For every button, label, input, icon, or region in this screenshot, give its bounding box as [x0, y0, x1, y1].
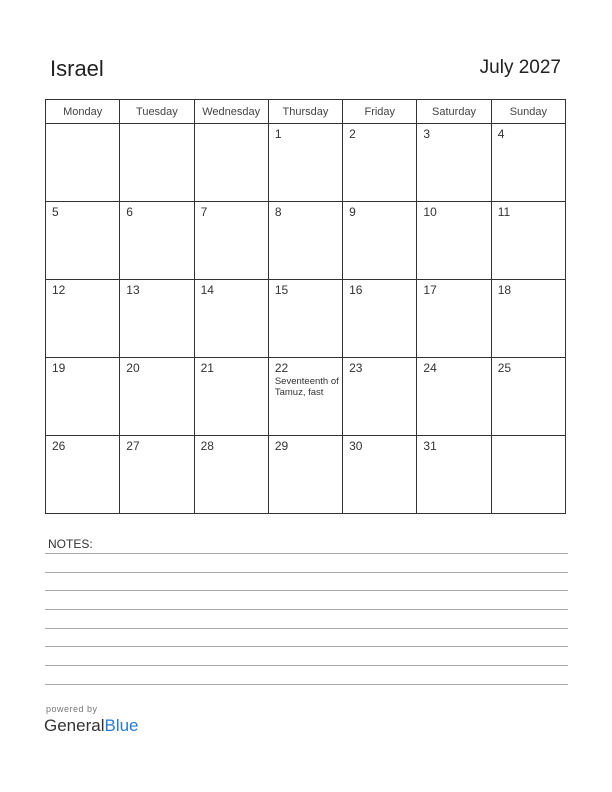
day-number: 22 — [274, 361, 289, 375]
day-cell — [46, 436, 120, 514]
day-number: 14 — [200, 283, 214, 297]
note-line — [45, 609, 568, 610]
day-number — [492, 436, 565, 439]
day-number: 4 — [497, 127, 505, 141]
day-number: 2 — [349, 127, 356, 141]
day-cell — [417, 280, 491, 358]
day-number — [195, 124, 268, 127]
note-line — [45, 665, 568, 666]
holiday-label: Seventeenth of Tamuz, fast — [274, 376, 339, 398]
note-line — [45, 553, 568, 554]
weekday-header: Sunday — [491, 100, 565, 124]
brand-blue: Blue — [104, 716, 139, 735]
day-number: 31 — [423, 439, 437, 453]
day-cell — [343, 124, 417, 202]
day-cell — [194, 358, 268, 436]
country-title: Israel — [50, 56, 104, 81]
weekday-header: Thursday — [268, 100, 342, 124]
weekday-header: Saturday — [417, 100, 491, 124]
day-number: 12 — [52, 283, 66, 297]
note-line — [45, 590, 568, 591]
day-number: 24 — [423, 361, 437, 375]
weekday-header-row — [46, 100, 566, 124]
day-number: 10 — [423, 205, 437, 219]
day-number: 18 — [497, 283, 512, 297]
day-cell — [343, 202, 417, 280]
week-row — [46, 124, 566, 202]
day-cell — [268, 280, 342, 358]
day-cell — [194, 280, 268, 358]
powered-by-text: powered by — [46, 704, 98, 714]
day-number — [120, 124, 193, 127]
day-number: 20 — [126, 361, 140, 375]
day-cell — [491, 358, 565, 436]
day-number — [46, 124, 119, 127]
day-cell — [46, 124, 120, 202]
day-cell — [46, 358, 120, 436]
day-number: 15 — [274, 283, 289, 297]
day-number: 27 — [126, 439, 140, 453]
day-cell — [417, 436, 491, 514]
day-cell — [120, 436, 194, 514]
day-number: 23 — [349, 361, 363, 375]
day-number: 30 — [349, 439, 363, 453]
day-cell — [194, 202, 268, 280]
day-number: 29 — [274, 439, 289, 453]
weekday-header: Tuesday — [120, 100, 194, 124]
day-number: 26 — [52, 439, 66, 453]
note-line — [45, 646, 568, 647]
week-row — [46, 202, 566, 280]
day-cell — [343, 436, 417, 514]
day-cell — [268, 124, 342, 202]
day-cell — [120, 280, 194, 358]
day-number: 16 — [349, 283, 363, 297]
day-cell — [268, 436, 342, 514]
day-number: 28 — [200, 439, 214, 453]
day-cell — [120, 202, 194, 280]
day-number: 17 — [423, 283, 437, 297]
day-cell — [194, 124, 268, 202]
day-number: 9 — [349, 205, 356, 219]
week-row — [46, 436, 566, 514]
day-number: 19 — [52, 361, 66, 375]
day-cell — [417, 202, 491, 280]
weekday-header: Friday — [343, 100, 417, 124]
day-cell — [120, 358, 194, 436]
day-cell — [268, 358, 342, 436]
week-row — [46, 280, 566, 358]
day-cell — [491, 124, 565, 202]
day-cell — [46, 280, 120, 358]
day-number: 6 — [126, 205, 133, 219]
day-number: 13 — [126, 283, 140, 297]
day-cell — [46, 202, 120, 280]
note-line — [45, 628, 568, 629]
brand-general: General — [44, 716, 105, 735]
day-cell — [343, 358, 417, 436]
day-number: 25 — [497, 361, 512, 375]
day-cell — [491, 436, 565, 514]
day-number: 21 — [200, 361, 214, 375]
note-line — [45, 572, 568, 573]
day-cell — [417, 124, 491, 202]
day-cell — [491, 280, 565, 358]
weekday-header: Monday — [46, 100, 120, 124]
day-number: 5 — [52, 205, 59, 219]
week-row — [46, 358, 566, 436]
day-cell — [120, 124, 194, 202]
day-cell — [194, 436, 268, 514]
day-cell — [491, 202, 565, 280]
day-cell — [268, 202, 342, 280]
brand-logo — [44, 716, 139, 736]
day-number: 11 — [497, 205, 511, 219]
note-line — [45, 684, 568, 685]
day-cell — [343, 280, 417, 358]
day-number: 7 — [200, 205, 208, 219]
month-title: July 2027 — [479, 57, 561, 78]
day-number: 8 — [274, 205, 282, 219]
weekday-header: Wednesday — [194, 100, 268, 124]
calendar-grid — [45, 99, 566, 514]
day-cell — [417, 358, 491, 436]
day-number: 3 — [423, 127, 431, 141]
day-number: 1 — [274, 127, 282, 141]
notes-label: NOTES: — [48, 537, 93, 551]
